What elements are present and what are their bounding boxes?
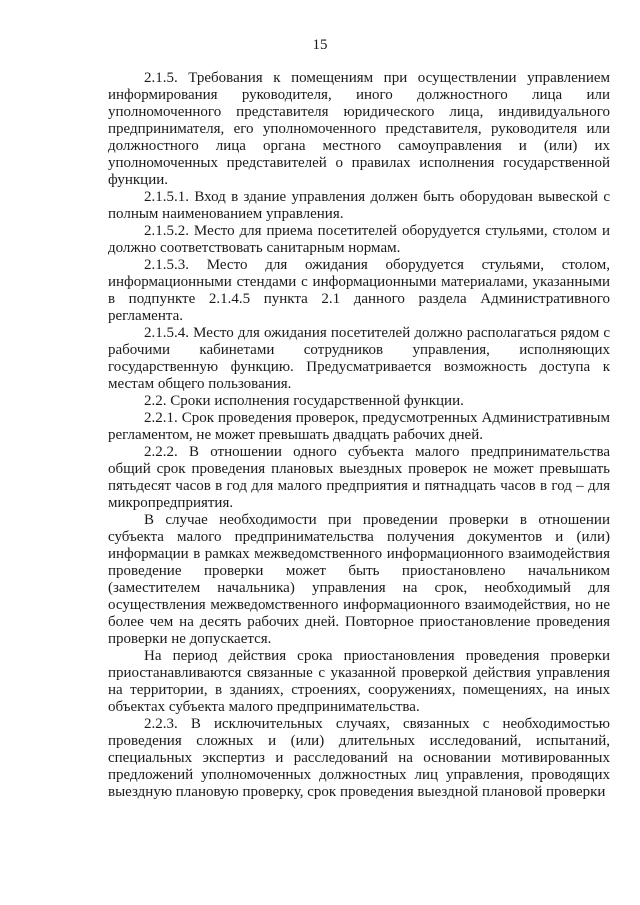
paragraph-2-1-5-3: 2.1.5.3. Место для ожидания оборудуется стульями, столом, информационными стендами с информационными материалами, указанными в подпункте 2.1.4.5 пункта 2.1 данного раздела Административного регламента. — [108, 257, 610, 324]
section-heading-2-2: 2.2. Сроки исполнения государственной функции. — [144, 393, 464, 409]
paragraph-2-1-5-2: 2.1.5.2. Место для приема посетителей оборудуется стульями, столом и должно соответствовать санитарным нормам. — [108, 223, 610, 256]
paragraph-suspension: В случае необходимости при проведении проверки в отношении субъекта малого предпринимательства получения документов и (или) информации в рамках межведомственного информационного взаимодействия проведение проверки может быть приостановлено начальником (заместителем начальника) управления на срок, необходимый для осуществления межведомственного информационного взаимодействия, но не более чем на десять рабочих дней. Повторное приостановление проведения проверки не допускается. — [108, 512, 610, 647]
paragraph-2-1-5-4: 2.1.5.4. Место для ожидания посетителей должно располагаться рядом с рабочими кабинетами сотрудников управления, исполняющих государственную функцию. Предусматривается возможность доступа к местам общего пользования. — [108, 325, 610, 392]
paragraph-2-2-2: 2.2.2. В отношении одного субъекта малого предпринимательства общий срок проведения плановых выездных проверок не может превышать пятьдесят часов в год для малого предприятия и пятнадцать часов в год – для микропредприятия. — [108, 444, 610, 511]
paragraph-2-1-5-1: 2.1.5.1. Вход в здание управления должен быть оборудован вывеской с полным наименованием управления. — [108, 189, 610, 222]
paragraph-2-2-3: 2.2.3. В исключительных случаях, связанных с необходимостью проведения сложных и (или) длительных исследований, испытаний, специальных экспертиз и расследований на основании мотивированных предложений уполномоченных должностных лиц управления, проводящих выездную плановую проверку, срок проведения выездной плановой проверки — [108, 716, 610, 800]
paragraph-2-2-1: 2.2.1. Срок проведения проверок, предусмотренных Административным регламентом, не может превышать двадцать рабочих дней. — [108, 410, 610, 443]
document-body — [108, 70, 610, 801]
paragraph-suspension-period: На период действия срока приостановления проведения проверки приостанавливаются связанные с указанной проверкой действия управления на территории, в зданиях, строениях, сооружениях, помещениях, на иных объектах субъекта малого предпринимательства. — [108, 648, 610, 715]
page-number: 15 — [312, 37, 328, 53]
paragraph-2-1-5: 2.1.5. Требования к помещениям при осуществлении управлением информирования руководителя, иного должностного лица или уполномоченного представителя юридического лица, индивидуального предпринимателя, его уполномоченного представителя, руководителя или должностного лица органа местного самоуправления и (или) их уполномоченных представителей о правилах исполнения государственной функции. — [108, 70, 610, 188]
